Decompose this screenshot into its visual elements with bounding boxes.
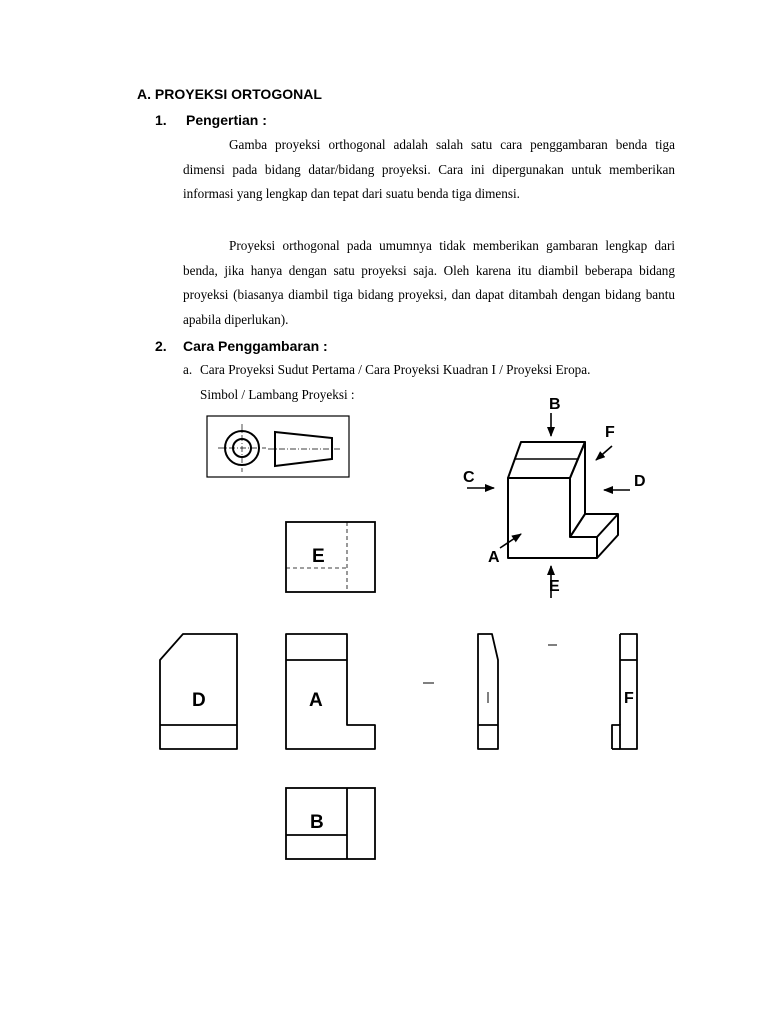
block-front-face — [508, 478, 597, 558]
block-step-top — [570, 514, 618, 537]
iso-label-b: B — [549, 396, 561, 413]
sub-a-line-1: Cara Proyeksi Sudut Pertama / Cara Proyeksi Kuadran I / Proyeksi Eropa. — [200, 362, 591, 377]
view-e — [286, 522, 375, 592]
view-b-outline — [286, 788, 375, 859]
symbol-frame — [207, 416, 349, 477]
view-label-e: E — [312, 546, 325, 567]
view-label-f: F — [624, 690, 634, 707]
view-label-d: D — [192, 690, 206, 711]
sub-a-line-2: Simbol / Lambang Proyeksi : — [200, 387, 355, 402]
iso-label-a: A — [488, 549, 500, 566]
view-e-outline — [286, 522, 375, 592]
projection-symbol — [207, 416, 349, 477]
sub-a-marker: a. — [183, 362, 193, 377]
item1-paragraph-1-text: Gamba proyeksi orthogonal adalah salah satu cara penggambaran benda tiga dimensi pada bidang datar/bidang proyeksi. Cara ini dipergunakan untuk memberikan informasi yang lengkap dan tepat dari suatu benda tiga dimensi. — [183, 137, 675, 201]
view-label-a: A — [309, 690, 323, 711]
block-right-upper-face — [570, 442, 585, 537]
arrow-f — [596, 446, 612, 460]
view-c — [478, 634, 498, 749]
item1-heading: Pengertian : — [186, 112, 267, 128]
block-top-face — [508, 442, 585, 478]
iso-label-f: F — [605, 424, 615, 441]
arrow-a — [500, 534, 521, 548]
iso-label-e: E — [549, 578, 560, 595]
iso-label-c: C — [463, 469, 475, 486]
iso-label-d: D — [634, 473, 646, 490]
view-c-outline — [478, 634, 498, 749]
item1-number: 1. — [155, 112, 167, 128]
view-a-outline — [286, 634, 375, 749]
view-b — [286, 788, 375, 859]
item1-paragraph-2-text: Proyeksi orthogonal pada umumnya tidak memberikan gambaran lengkap dari benda, jika hanya dengan satu proyeksi saja. Oleh karena itu diambil beberapa bidang proyeksi (biasanya diambil tiga bidang proyeksi, dan dapat ditambah dengan bidang bantu apabila diperlukan). — [183, 238, 675, 327]
block-step-right — [597, 514, 618, 558]
view-a — [286, 634, 375, 749]
view-label-b: B — [310, 812, 324, 833]
item2-number: 2. — [155, 338, 167, 354]
section-title: A. PROYEKSI ORTOGONAL — [137, 86, 322, 102]
item2-heading: Cara Penggambaran : — [183, 338, 328, 354]
isometric-block — [508, 442, 618, 558]
